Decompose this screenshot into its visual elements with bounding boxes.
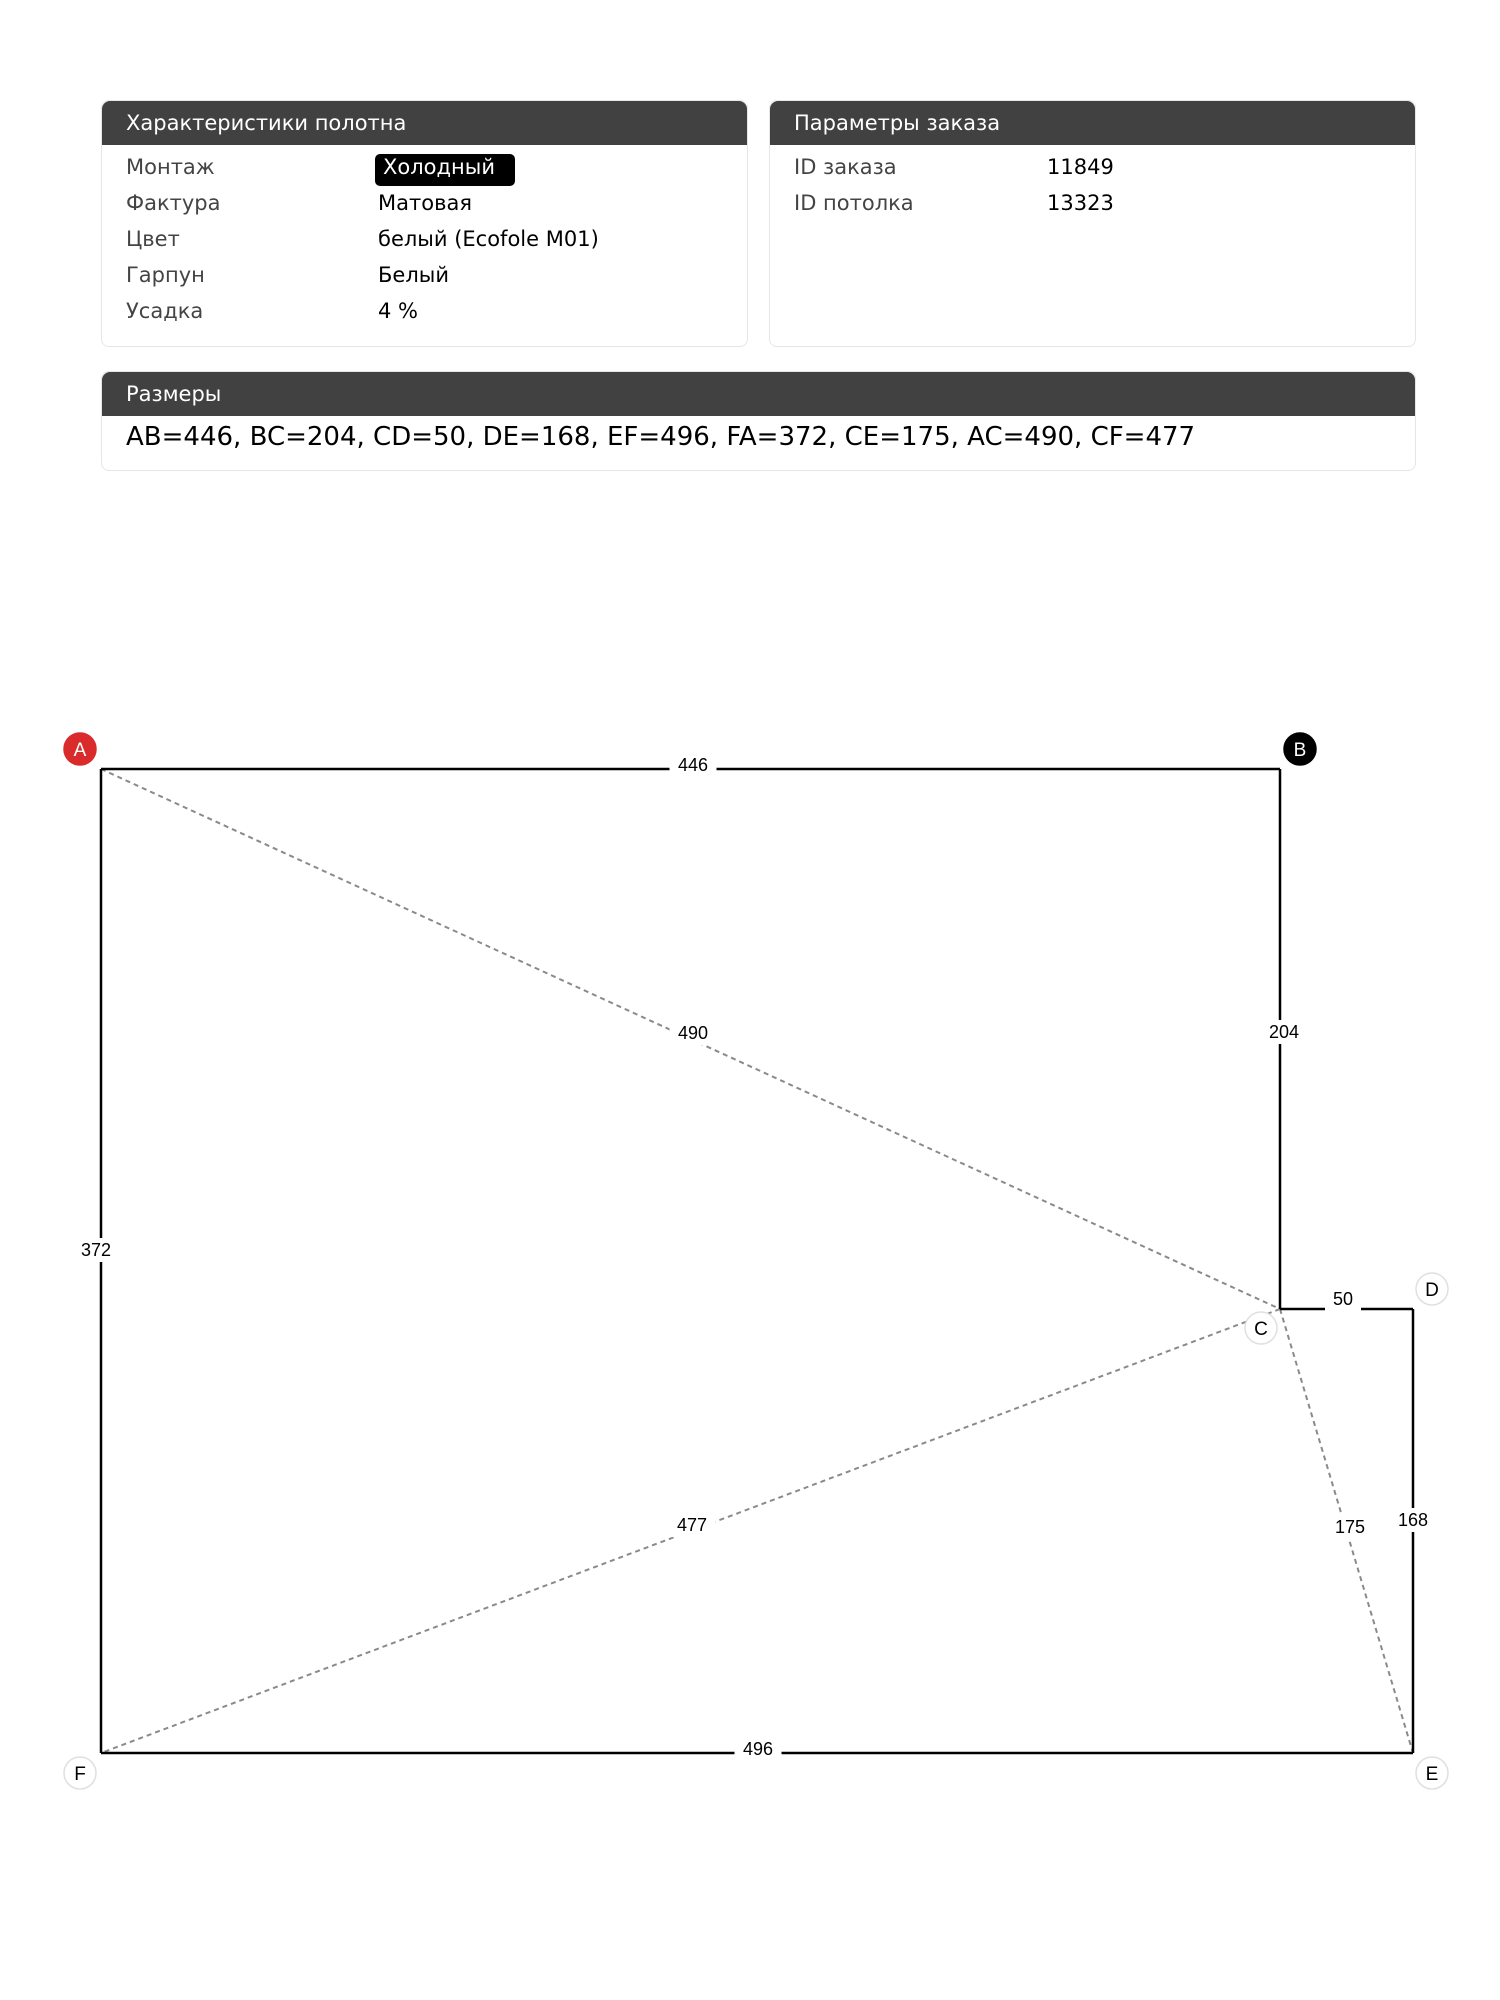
edge-label-AB: 446 <box>677 755 709 775</box>
edge-label-FA: 372 <box>80 1240 112 1260</box>
mount-label: Монтаж <box>126 155 215 179</box>
point-letter-F: F <box>74 1764 86 1785</box>
dimensions-header: Размеры <box>102 372 1415 416</box>
point-marker-B <box>1284 733 1316 765</box>
mount-badge: Холодный <box>375 154 515 186</box>
edge-label-CD: 50 <box>1332 1289 1354 1309</box>
color-label: Цвет <box>126 227 180 251</box>
diagonal-label-CF: 477 <box>676 1515 708 1535</box>
point-letter-A: A <box>73 740 87 761</box>
ceiling-id-label: ID потолка <box>794 191 914 215</box>
harpoon-label: Гарпун <box>126 263 205 287</box>
point-marker-C <box>1245 1312 1277 1344</box>
ceiling-id-value: 13323 <box>1047 191 1114 215</box>
edge-label-BC: 204 <box>1268 1022 1300 1042</box>
edge-label-DE: 168 <box>1397 1510 1429 1530</box>
diagonal-label-AC: 490 <box>677 1023 709 1043</box>
dimensions-text: AB=446, BC=204, CD=50, DE=168, EF=496, FA=372, CE=175, AC=490, CF=477 <box>126 422 1196 452</box>
label-layer <box>73 753 1437 1761</box>
point-marker-D <box>1416 1273 1448 1305</box>
edge-label-EF: 496 <box>742 1739 774 1759</box>
point-marker-E <box>1416 1757 1448 1789</box>
texture-value: Матовая <box>378 191 472 215</box>
diagonal-layer <box>101 769 1413 1753</box>
point-marker-A <box>64 733 96 765</box>
canvas-properties-header: Характеристики полотна <box>102 101 747 145</box>
point-letter-D: D <box>1425 1280 1439 1301</box>
shrinkage-value: 4 % <box>378 299 418 323</box>
texture-label: Фактура <box>126 191 221 215</box>
point-marker-F <box>64 1757 96 1789</box>
color-value: белый (Ecofole M01) <box>378 227 599 251</box>
point-layer <box>64 733 1448 1789</box>
point-letter-C: C <box>1254 1319 1268 1340</box>
shrinkage-label: Усадка <box>126 299 204 323</box>
order-id-label: ID заказа <box>794 155 897 179</box>
diagonal-label-CE: 175 <box>1334 1517 1366 1537</box>
edge-layer <box>101 769 1413 1753</box>
point-letter-B: B <box>1293 740 1307 761</box>
order-params-header: Параметры заказа <box>770 101 1415 145</box>
harpoon-value: Белый <box>378 263 449 287</box>
point-letter-E: E <box>1425 1764 1439 1785</box>
order-id-value: 11849 <box>1047 155 1114 179</box>
